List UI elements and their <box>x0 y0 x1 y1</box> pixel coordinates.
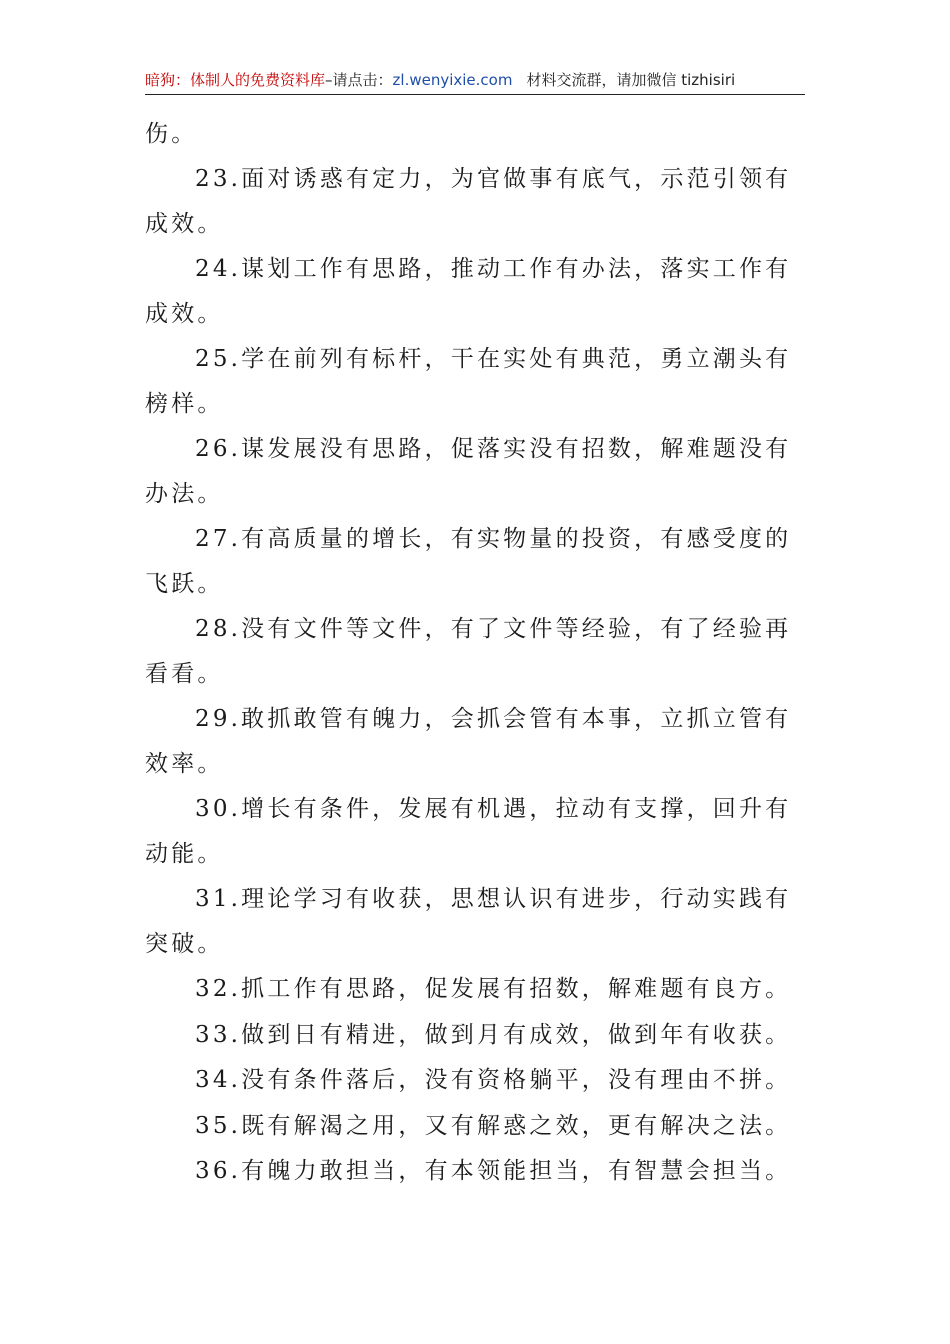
list-item: 35.既有解渴之用，又有解惑之效，更有解决之法。 <box>195 1112 792 1139</box>
list-item: 29.敢抓敢管有魄力，会抓会管有本事，立抓立管有效率。 <box>145 706 792 777</box>
header-contact: 材料交流群，请加微信 tizhisiri <box>526 71 736 89</box>
list-item: 33.做到日有精进，做到月有成效，做到年有收获。 <box>195 1021 792 1048</box>
list-item: 31.理论学习有收获，思想认识有进步，行动实践有突破。 <box>145 886 792 957</box>
list-item: 24.谋划工作有思路，推动工作有办法，落实工作有成效。 <box>145 256 792 327</box>
list-item: 伤。 <box>145 121 198 147</box>
document-body <box>145 112 805 1195</box>
header-prompt: –请点击： <box>325 71 393 89</box>
page-header <box>145 68 805 95</box>
header-brand: 暗狗：体制人的免费资料库 <box>145 71 326 89</box>
list-item: 32.抓工作有思路，促发展有招数，解难题有良方。 <box>195 976 792 1002</box>
list-item: 30.增长有条件，发展有机遇，拉动有支撑，回升有动能。 <box>145 796 792 867</box>
header-link[interactable]: zl.wenyixie.com <box>392 71 513 89</box>
list-item: 27.有高质量的增长，有实物量的投资，有感受度的飞跃。 <box>145 526 792 597</box>
list-item: 23.面对诱惑有定力，为官做事有底气，示范引领有成效。 <box>145 166 792 237</box>
list-item: 34.没有条件落后，没有资格躺平，没有理由不拼。 <box>195 1067 792 1093</box>
list-item: 28.没有文件等文件，有了文件等经验，有了经验再看看。 <box>145 616 792 687</box>
list-item: 26.谋发展没有思路，促落实没有招数，解难题没有办法。 <box>145 436 792 507</box>
list-item: 36.有魄力敢担当，有本领能担当，有智慧会担当。 <box>195 1158 792 1184</box>
list-item: 25.学在前列有标杆，干在实处有典范，勇立潮头有榜样。 <box>145 346 792 417</box>
